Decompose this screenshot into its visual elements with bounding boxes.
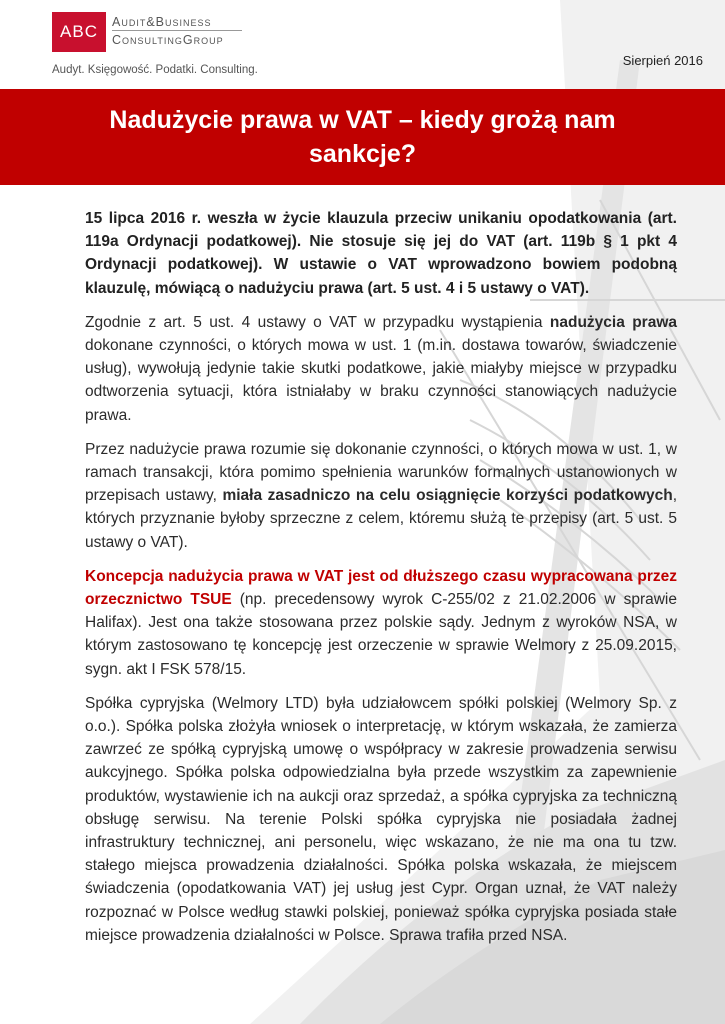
page-title: Nadużycie prawa w VAT – kiedy grożą nam sankcje?	[109, 106, 616, 168]
paragraph-2	[85, 311, 677, 427]
paragraph-2-emphasis: nadużycia prawa	[549, 313, 677, 331]
article-body	[85, 207, 677, 958]
paragraph-4	[85, 565, 677, 681]
paragraph-2-text-c: dokonane czynności, o których mowa w ust. 1 (m.in. dostawa towarów, świadczenie usług), wywołują jedynie takie skutki podatkowe, jakie miałyby miejsce w przypadku odtworzenia sytuacji, która istniałaby w braku czynności stanowiących nadużycie prawa.	[85, 337, 677, 424]
paragraph-3	[85, 438, 677, 554]
paragraph-5: Spółka cypryjska (Welmory LTD) była udziałowcem spółki polskiej (Welmory Sp. z o.o.). Spółka polska złożyła wniosek o interpretację, w którym wskazała, że zamierza zawrzeć ze spółką cypryjską umowę o współpracy w zakresie prowadzenia serwisu aukcyjnego. Spółka polska odpowiedzialna była przede wszystkim za zapewnienie produktów, wystawienie ich na aukcji oraz sprzedaż, a spółka cypryjska za techniczną obsługę serwisu. Na terenie Polski spółka cypryjska nie posiadała żadnej infrastruktury technicznej, ani personelu, więc wskazano, że nie ma ona tu tzw. stałego miejsca prowadzenia działalności. Spółka polska wskazała, że miejscem świadczenia (opodatkowania VAT) jej usług jest Cypr. Organ uznał, że VAT należy rozpoznać w Polsce według stawki polskiej, ponieważ spółka cypryjska posiada stałe miejsce prowadzenia działalności w Polsce. Sprawa trafiła przed NSA.	[85, 694, 677, 944]
paragraph-4-highlight: Koncepcja nadużycia prawa w VAT jest od dłuższego czasu wypracowana przez orzecznictwo TSUE	[85, 567, 677, 609]
lead-paragraph: 15 lipca 2016 r. weszła w życie klauzula przeciw unikaniu opodatkowania (art. 119a Ordynacji podatkowej). Nie stosuje się jej do VAT (art. 119b § 1 pkt 4 Ordynacji podatkowej). W ustawie o VAT wprowadzono bowiem podobną klauzulę, mówiącą o nadużyciu prawa (art. 5 ust. 4 i 5 ustawy o VAT).	[85, 210, 677, 297]
logo-mark: ABC	[52, 12, 106, 52]
title-banner	[0, 89, 725, 185]
issue-date: Sierpień 2016	[622, 53, 703, 68]
paragraph-3-text-a: Przez nadużycie prawa rozumie się dokonanie czynności, o których mowa w ust. 1, w ramach transakcji, która pomimo spełnienia warunków formalnych ustanowionych w przepisach ustawy,	[85, 440, 677, 505]
paragraph-3-emphasis: miała zasadniczo na celu osiągnięcie korzyści podatkowych	[222, 487, 673, 505]
logo-company-line2: ConsultingGroup	[112, 33, 224, 47]
company-tagline: Audyt. Księgowość. Podatki. Consulting.	[52, 64, 258, 76]
logo-divider	[112, 30, 242, 31]
paragraph-2-text-a: Zgodnie z art. 5 ust. 4 ustawy o VAT w przypadku wystąpienia	[85, 313, 550, 331]
logo-company-line1: Audit&Business	[112, 15, 212, 29]
document-header	[0, 0, 725, 90]
paragraph-4-text: (np. precedensowy wyrok C-255/02 z 21.02.2006 w sprawie Halifax). Jest ona także stosowana przez polskie sądy. Jednym z wyroków NSA, w którym zastosowano tę koncepcję jest orzeczenie w sprawie Welmory z 25.09.2015, sygn. akt I FSK 578/15.	[85, 591, 677, 678]
paragraph-3-text-c: , których przyznanie byłoby sprzeczne z celem, któremu służą te przepisy (art. 5 ust. 5 ustawy o VAT).	[85, 487, 677, 551]
